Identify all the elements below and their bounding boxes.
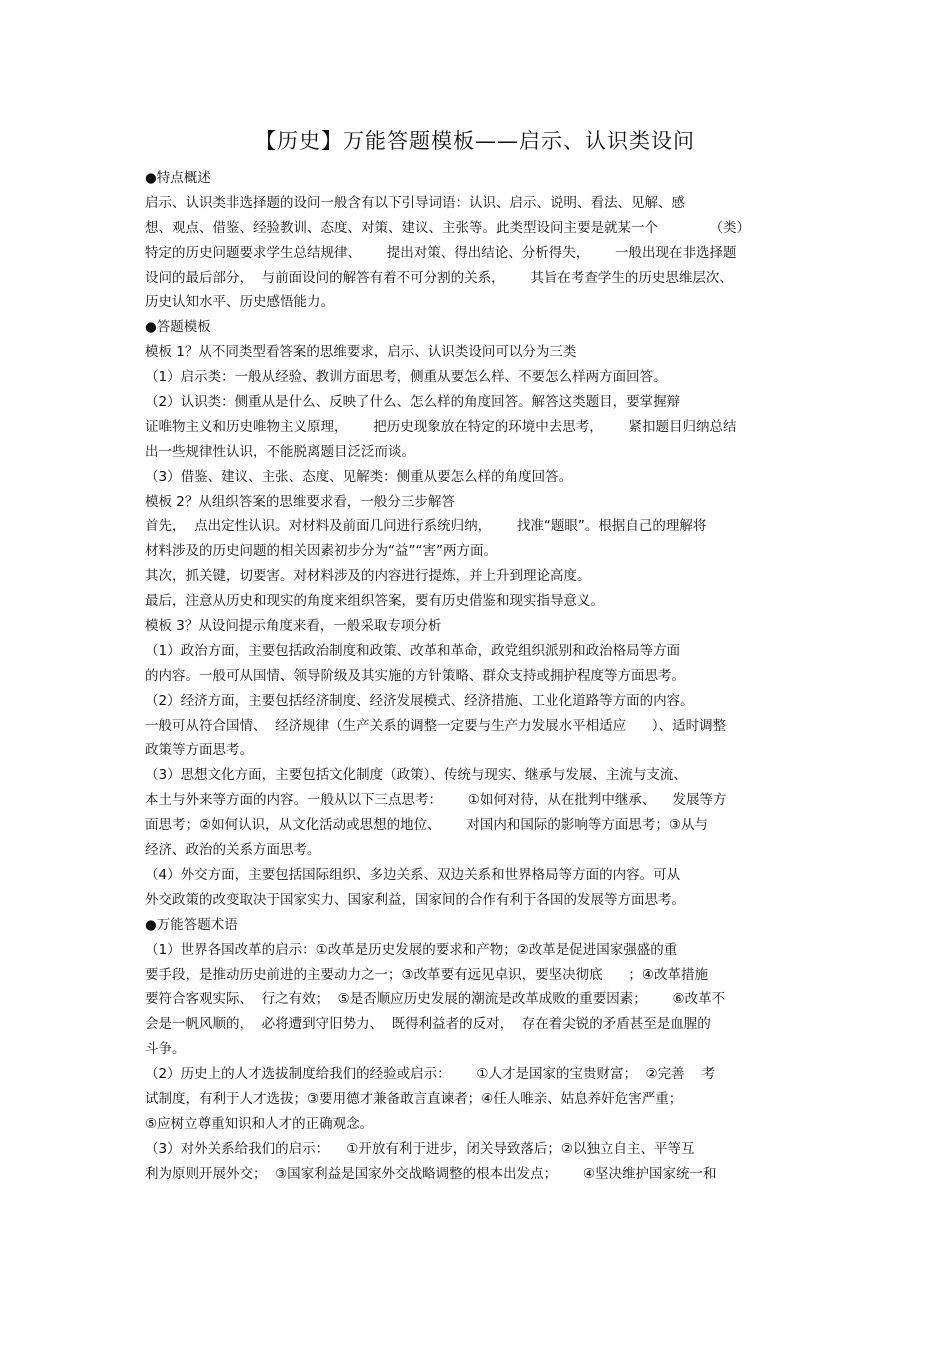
paragraph-line: 最后，注意从历史和现实的角度来组织答案，要有历史借鉴和现实指导意义。 bbox=[145, 593, 604, 610]
paragraph-line: （1）世界各国改革的启示：①改革是历史发展的要求和产物；②改革是促进国家强盛的重 bbox=[145, 941, 678, 958]
template-heading-2: 模板 2？从组织答案的思维要求看，一般分三步解答 bbox=[145, 493, 455, 510]
paragraph-line: 的内容。一般可从国情、领导阶级及其实施的方针策略、群众支持或拥护程度等方面思考。 bbox=[145, 667, 685, 684]
paragraph-line: （1）启示类：一般从经验、教训方面思考，侧重从要怎么样、不要怎么样两方面回答。 bbox=[145, 369, 667, 386]
section-heading-features: ●特点概述 bbox=[145, 170, 211, 186]
document-title: 【历史】万能答题模板——启示、认识类设问 bbox=[255, 129, 695, 153]
paragraph-line: 想、观点、借鉴、经验教训、态度、对策、建议、主张等。此类型设问主要是就某一个 （类） bbox=[145, 219, 750, 236]
paragraph-line: 会是一帆风顺的， 必将遭到守旧势力、 既得利益者的反对， 存在着尖锐的矛盾甚至是血腥的 bbox=[145, 1016, 711, 1033]
paragraph-line: （4）外交方面，主要包括国际组织、多边关系、双边关系和世界格局等方面的内容。可从 bbox=[145, 866, 681, 883]
template-heading-1: 模板 1？从不同类型看答案的思维要求，启示、认识类设问可以分为三类 bbox=[145, 344, 577, 361]
paragraph-line: 启示、认识类非选择题的设问一般含有以下引导词语：认识、启示、说明、看法、见解、感 bbox=[145, 194, 685, 211]
section-heading-templates: ●答题模板 bbox=[145, 319, 211, 336]
paragraph-line: （1）政治方面，主要包括政治制度和政策、改革和革命，政党组织派别和政治格局等方面 bbox=[145, 642, 681, 659]
paragraph-line: 证唯物主义和历史唯物主义原理， 把历史现象放在特定的环境中去思考， 紧扣题目归纳总结 bbox=[145, 418, 737, 435]
document-body bbox=[145, 166, 825, 1187]
paragraph-line: 一般可从符合国情、 经济规律（生产关系的调整一定要与生产力发展水平相适应 ）、适时调整 bbox=[145, 717, 727, 734]
paragraph-line: 面思考；②如何认识，从文化活动或思想的地位、 对国内和国际的影响等方面思考；③从与 bbox=[145, 817, 708, 834]
paragraph-line: 特定的历史问题要求学生总结规律、 提出对策、得出结论、分析得失， 一般出现在非选择题 bbox=[145, 244, 737, 261]
paragraph-line: （3）对外关系给我们的启示： ①开放有利于进步，闭关导致落后；②以独立自主、平等互 bbox=[145, 1140, 695, 1157]
paragraph-line: （3）思想文化方面，主要包括文化制度（政策）、传统与现实、继承与发展、主流与支流、 bbox=[145, 767, 687, 784]
section-heading-terms: ●万能答题术语 bbox=[145, 916, 238, 933]
paragraph-line: 设问的最后部分， 与前面设问的解答有着不可分割的关系， 其旨在考查学生的历史思维层次、 bbox=[145, 269, 733, 286]
paragraph-line: （2）历史上的人才选拔制度给我们的经验或启示： ①人才是国家的宝贵财富； ②完善 考 bbox=[145, 1066, 716, 1083]
paragraph-line: 历史认知水平、历史感悟能力。 bbox=[145, 294, 334, 311]
paragraph-line: 斗争。 bbox=[145, 1041, 186, 1058]
paragraph-line: 其次，抓关键，切要害。对材料涉及的内容进行提炼，并上升到理论高度。 bbox=[145, 568, 591, 585]
paragraph-line: ⑤应树立尊重知识和人才的正确观念。 bbox=[145, 1115, 374, 1132]
paragraph-line: 要符合客观实际、 行之有效； ⑤是否顺应历史发展的潮流是改革成败的重要因素； ⑥改革不 bbox=[145, 991, 726, 1008]
paragraph-line: 利为原则开展外交； ③国家利益是国家外交战略调整的根本出发点； ④坚决维护国家统一和 bbox=[145, 1165, 717, 1182]
paragraph-line: 经济、政治的关系方面思考。 bbox=[145, 842, 321, 859]
paragraph-line: 出一些规律性认识，不能脱离题目泛泛而谈。 bbox=[145, 443, 415, 460]
paragraph-line: 试制度，有利于人才选拔；③要用德才兼备敢言直谏者；④任人唯亲、姑息养奸危害严重； bbox=[145, 1090, 683, 1107]
paragraph-line: 政策等方面思考。 bbox=[145, 742, 253, 759]
paragraph-line: （3）借鉴、建议、主张、态度、见解类：侧重从要怎么样的角度回答。 bbox=[145, 468, 573, 485]
paragraph-line: （2）经济方面，主要包括经济制度、经济发展模式、经济措施、工业化道路等方面的内容。 bbox=[145, 692, 694, 709]
template-heading-3: 模板 3？从设问提示角度来看，一般采取专项分析 bbox=[145, 618, 442, 635]
paragraph-line: 材料涉及的历史问题的相关因素初步分为“益”“害”两方面。 bbox=[145, 543, 497, 560]
paragraph-line: 本土与外来等方面的内容。一般从以下三点思考： ①如何对待，从在批判中继承、 发展等方 bbox=[145, 792, 727, 809]
paragraph-line: 首先， 点出定性认识。对材料及前面几问进行系统归纳， 找准“题眼”。根据自己的理解将 bbox=[145, 518, 707, 535]
paragraph-line: 要手段，是推动历史前进的主要动力之一；③改革要有远见卓识，要坚决彻底 ；④改革措施 bbox=[145, 966, 708, 983]
paragraph-line: 外交政策的改变取决于国家实力、国家利益，国家间的合作有利于各国的发展等方面思考。 bbox=[145, 891, 685, 908]
paragraph-line: （2）认识类：侧重从是什么、反映了什么、怎么样的角度回答。解答这类题目，要掌握辩 bbox=[145, 394, 681, 411]
